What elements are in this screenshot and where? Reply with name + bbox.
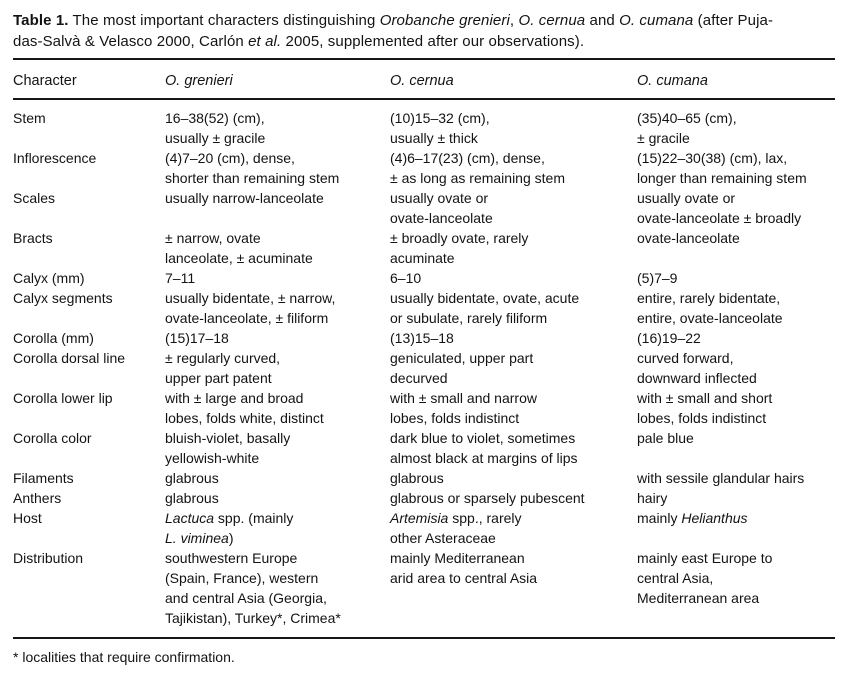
cell-line: with ± small and narrow xyxy=(390,390,537,406)
cell-line: Artemisia spp., rarely xyxy=(390,510,522,526)
cell-line: glabrous or sparsely pubescent xyxy=(390,490,585,506)
table-row xyxy=(13,188,835,228)
cell-line: downward inflected xyxy=(637,370,757,386)
cell-line: Corolla dorsal line xyxy=(13,350,126,366)
cell-line: arid area to central Asia xyxy=(390,570,538,586)
cell-character xyxy=(13,428,165,468)
cell-line: Filaments xyxy=(13,470,74,486)
table-row xyxy=(13,548,835,628)
cell-line: Stem xyxy=(13,110,46,126)
text-segment: Table 1. xyxy=(13,12,69,29)
cell-line: and central Asia (Georgia, xyxy=(165,590,327,606)
text-segment: (after Puja- xyxy=(693,12,774,29)
cell-character xyxy=(13,268,165,288)
column-header-label: O. cernua xyxy=(390,73,454,89)
cell-line: ± gracile xyxy=(637,130,690,146)
cell-line: mainly Mediterranean xyxy=(390,550,525,566)
cell-line: longer than remaining stem xyxy=(637,170,807,186)
cell-line: usually bidentate, ovate, acute xyxy=(390,290,580,306)
column-header-label: O. grenieri xyxy=(165,73,233,89)
cell-character xyxy=(13,548,165,628)
cell-line: with sessile glandular hairs xyxy=(637,470,805,486)
cell-line: (15)22–30(38) (cm), lax, xyxy=(637,150,788,166)
table-row xyxy=(13,108,835,148)
table-bottom-rule xyxy=(13,637,835,639)
table-row xyxy=(13,148,835,188)
table-row xyxy=(13,348,835,388)
cell-line: (13)15–18 xyxy=(390,330,454,346)
cell-o-cernua xyxy=(390,388,637,428)
cell-o-cernua xyxy=(390,508,637,548)
table-row xyxy=(13,428,835,468)
table-row xyxy=(13,488,835,508)
text-segment: 2005, supplemented after our observations). xyxy=(281,33,585,50)
cell-line: (15)17–18 xyxy=(165,330,229,346)
cell-line: usually ovate or xyxy=(390,190,489,206)
cell-line: lobes, folds white, distinct xyxy=(165,410,324,426)
table-row xyxy=(13,228,835,268)
column-header-label: O. cumana xyxy=(637,73,708,89)
cell-line: (4)7–20 (cm), dense, xyxy=(165,150,295,166)
table-row xyxy=(13,288,835,328)
cell-line: Distribution xyxy=(13,550,84,566)
cell-line: bluish-violet, basally xyxy=(165,430,291,446)
cell-character xyxy=(13,468,165,488)
cell-character xyxy=(13,508,165,548)
cell-line: ± broadly ovate, rarely xyxy=(390,230,529,246)
column-header-o-cumana xyxy=(637,73,835,89)
species-name: O. cumana xyxy=(619,12,694,29)
cell-line: shorter than remaining stem xyxy=(165,170,340,186)
cell-o-cumana xyxy=(637,348,835,388)
cell-o-grenieri xyxy=(165,288,390,328)
cell-line: pale blue xyxy=(637,430,694,446)
table-footnote: * localities that require confirmation. xyxy=(13,649,235,665)
cell-line: almost black at margins of lips xyxy=(390,450,578,466)
cell-o-cernua xyxy=(390,428,637,468)
table-row xyxy=(13,268,835,288)
cell-line: Corolla lower lip xyxy=(13,390,113,406)
cell-line: glabrous xyxy=(390,470,444,486)
cell-line: acuminate xyxy=(390,250,455,266)
cell-o-cumana xyxy=(637,548,835,628)
cell-o-cernua xyxy=(390,468,637,488)
cell-character xyxy=(13,228,165,268)
cell-line: Host xyxy=(13,510,42,526)
cell-line: Bracts xyxy=(13,230,53,246)
cell-line: Corolla color xyxy=(13,430,92,446)
cell-line: Inflorescence xyxy=(13,150,97,166)
cell-o-cumana xyxy=(637,228,835,268)
cell-o-grenieri xyxy=(165,148,390,188)
cell-line: Lactuca spp. (mainly xyxy=(165,510,294,526)
cell-line: mainly Helianthus xyxy=(637,510,748,526)
cell-line: (4)6–17(23) (cm), dense, xyxy=(390,150,545,166)
cell-o-cernua xyxy=(390,228,637,268)
cell-line: 6–10 xyxy=(390,270,422,286)
cell-o-cumana xyxy=(637,188,835,228)
table-body xyxy=(13,100,835,637)
table-row xyxy=(13,328,835,348)
cell-character xyxy=(13,108,165,148)
cell-line: Scales xyxy=(13,190,56,206)
cell-line: glabrous xyxy=(165,490,219,506)
cell-line: usually ovate or xyxy=(637,190,736,206)
column-header-o-grenieri xyxy=(165,73,390,89)
caption-line xyxy=(13,10,835,31)
cell-line: lobes, folds indistinct xyxy=(390,410,520,426)
cell-line: with ± large and broad xyxy=(165,390,304,406)
cell-line: ovate-lanceolate xyxy=(637,230,740,246)
cell-o-cernua xyxy=(390,288,637,328)
cell-o-cumana xyxy=(637,108,835,148)
cell-line: (16)19–22 xyxy=(637,330,701,346)
cell-o-cumana xyxy=(637,488,835,508)
cell-line: ovate-lanceolate xyxy=(390,210,493,226)
text-segment: das-Salvà & Velasco 2000, Carlón xyxy=(13,33,249,50)
cell-o-grenieri xyxy=(165,468,390,488)
cell-line: Corolla (mm) xyxy=(13,330,94,346)
cell-line: (10)15–32 (cm), xyxy=(390,110,490,126)
cell-o-cernua xyxy=(390,108,637,148)
cell-line: southwestern Europe xyxy=(165,550,298,566)
cell-line: 16–38(52) (cm), xyxy=(165,110,265,126)
cell-o-grenieri xyxy=(165,328,390,348)
cell-o-cumana xyxy=(637,268,835,288)
cell-line: with ± small and short xyxy=(637,390,773,406)
text-segment: , xyxy=(509,12,519,29)
cell-o-cernua xyxy=(390,548,637,628)
cell-line: or subulate, rarely filiform xyxy=(390,310,548,326)
cell-line: lanceolate, ± acuminate xyxy=(165,250,313,266)
cell-line: Tajikistan), Turkey*, Crimea* xyxy=(165,610,341,626)
cell-line: lobes, folds indistinct xyxy=(637,410,767,426)
cell-line: entire, ovate-lanceolate xyxy=(637,310,783,326)
column-header-o-cernua xyxy=(390,73,637,89)
cell-line: ovate-lanceolate ± broadly xyxy=(637,210,802,226)
cell-o-cumana xyxy=(637,388,835,428)
species-name: L. viminea xyxy=(165,530,229,546)
table-header-row xyxy=(13,60,835,98)
cell-o-grenieri xyxy=(165,548,390,628)
species-name: Lactuca xyxy=(165,510,215,526)
caption-line xyxy=(13,31,835,52)
cell-o-cernua xyxy=(390,348,637,388)
cell-line: ± regularly curved, xyxy=(165,350,281,366)
cell-character xyxy=(13,388,165,428)
species-name: O. cernua xyxy=(518,12,586,29)
cell-o-grenieri xyxy=(165,268,390,288)
cell-o-grenieri xyxy=(165,388,390,428)
cell-line: (35)40–65 (cm), xyxy=(637,110,737,126)
cell-line: Anthers xyxy=(13,490,62,506)
cell-o-cumana xyxy=(637,508,835,548)
cell-o-cumana xyxy=(637,288,835,328)
cell-character xyxy=(13,488,165,508)
table-row xyxy=(13,508,835,548)
species-name: Helianthus xyxy=(681,510,748,526)
cell-line: 7–11 xyxy=(165,270,196,286)
table-row xyxy=(13,388,835,428)
cell-line: usually narrow-lanceolate xyxy=(165,190,324,206)
cell-line: curved forward, xyxy=(637,350,734,366)
cell-o-grenieri xyxy=(165,188,390,228)
cell-o-cernua xyxy=(390,328,637,348)
cell-o-cumana xyxy=(637,428,835,468)
cell-line: decurved xyxy=(390,370,448,386)
cell-o-cernua xyxy=(390,188,637,228)
cell-line: central Asia, xyxy=(637,570,714,586)
cell-o-grenieri xyxy=(165,228,390,268)
table-row xyxy=(13,468,835,488)
cell-o-cernua xyxy=(390,488,637,508)
cell-line: usually ± gracile xyxy=(165,130,266,146)
cell-line: entire, rarely bidentate, xyxy=(637,290,781,306)
cell-line: Mediterranean area xyxy=(637,590,760,606)
cell-character xyxy=(13,188,165,228)
cell-o-cumana xyxy=(637,328,835,348)
cell-line: ± narrow, ovate xyxy=(165,230,261,246)
cell-line: (Spain, France), western xyxy=(165,570,319,586)
cell-line: ovate-lanceolate, ± filiform xyxy=(165,310,329,326)
cell-line: L. viminea) xyxy=(165,530,234,546)
cell-o-grenieri xyxy=(165,428,390,468)
cell-line: ± as long as remaining stem xyxy=(390,170,565,186)
cell-line: Calyx (mm) xyxy=(13,270,85,286)
cell-line: glabrous xyxy=(165,470,219,486)
species-name: Orobanche grenieri xyxy=(379,12,510,29)
table-caption xyxy=(13,10,835,52)
cell-o-grenieri xyxy=(165,108,390,148)
cell-line: Calyx segments xyxy=(13,290,113,306)
cell-o-grenieri xyxy=(165,348,390,388)
cell-line: (5)7–9 xyxy=(637,270,678,286)
paper-table-figure xyxy=(13,10,835,666)
species-name: et al. xyxy=(248,33,282,50)
cell-line: mainly east Europe to xyxy=(637,550,773,566)
cell-line: hairy xyxy=(637,490,668,506)
column-header-character xyxy=(13,73,165,89)
column-header-label: Character xyxy=(13,73,77,89)
cell-o-cumana xyxy=(637,148,835,188)
text-segment: The most important characters distinguishing xyxy=(68,12,380,29)
cell-character xyxy=(13,348,165,388)
cell-o-grenieri xyxy=(165,508,390,548)
cell-character xyxy=(13,288,165,328)
cell-line: upper part patent xyxy=(165,370,272,386)
cell-line: other Asteraceae xyxy=(390,530,496,546)
cell-line: dark blue to violet, sometimes xyxy=(390,430,576,446)
species-name: Artemisia xyxy=(390,510,449,526)
cell-line: yellowish-white xyxy=(165,450,260,466)
cell-o-cernua xyxy=(390,268,637,288)
cell-o-grenieri xyxy=(165,488,390,508)
cell-o-cumana xyxy=(637,468,835,488)
text-segment: and xyxy=(585,12,620,29)
cell-character xyxy=(13,328,165,348)
cell-o-cernua xyxy=(390,148,637,188)
cell-character xyxy=(13,148,165,188)
cell-line: usually ± thick xyxy=(390,130,478,146)
cell-line: usually bidentate, ± narrow, xyxy=(165,290,336,306)
cell-line: geniculated, upper part xyxy=(390,350,534,366)
